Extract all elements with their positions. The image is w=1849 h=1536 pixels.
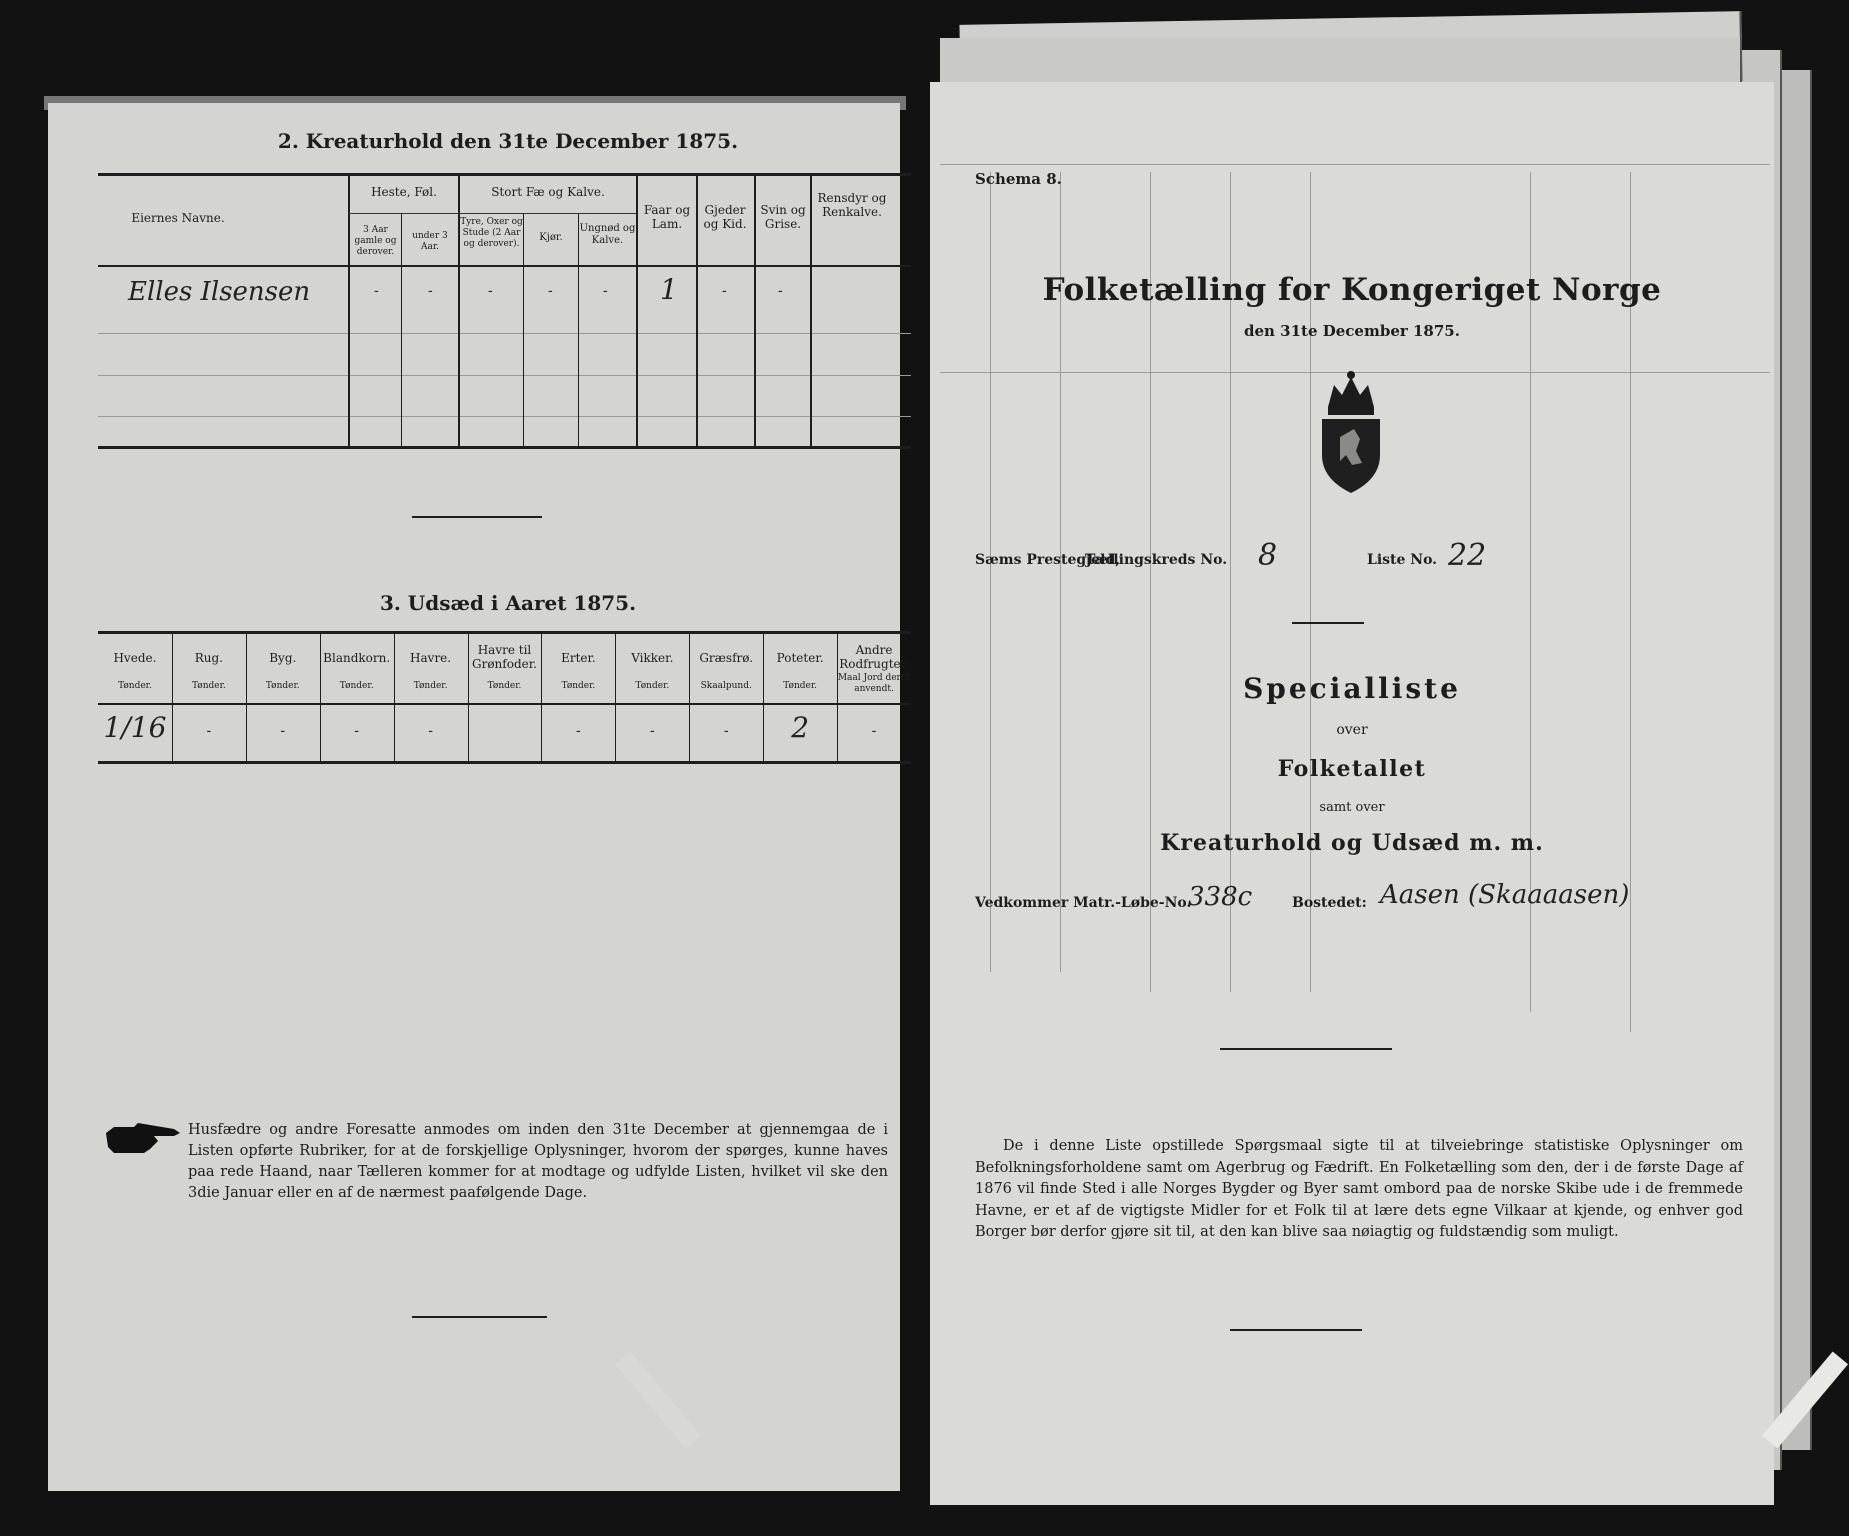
table2-col-line <box>458 173 460 448</box>
district-number: 8 <box>1258 538 1278 573</box>
crop-unit: Skaalpund. <box>700 681 752 691</box>
crop-value: 1/16 <box>103 711 167 744</box>
crop-unit: Tønder. <box>191 681 226 691</box>
samt-over-text: samt over <box>1319 800 1385 815</box>
table2-subheader-line <box>348 213 636 214</box>
table2-row-line <box>98 333 911 334</box>
divider <box>1230 1329 1362 1331</box>
value-horses-old: - <box>374 283 379 299</box>
crop-unit: Tønder. <box>635 681 670 691</box>
crop-name: Erter. <box>561 651 596 665</box>
table2-header-rule <box>98 265 911 267</box>
list-label: Liste No. <box>1367 552 1438 568</box>
right-page <box>930 82 1774 1505</box>
value-goats: - <box>722 283 727 299</box>
header-pigs: Svin og Grise. <box>760 203 806 231</box>
crop-value: - <box>649 723 655 739</box>
crop-unit: Tønder. <box>561 681 596 691</box>
crop-value: - <box>206 723 212 739</box>
schema-label: Schema 8. <box>975 170 1062 188</box>
crop-unit: Tønder. <box>265 681 300 691</box>
over-text: over <box>1336 722 1368 738</box>
header-horses-old: 3 Aar gamle og derover. <box>354 225 397 257</box>
crop-unit: Tønder. <box>118 681 152 691</box>
table2-row-line <box>98 416 911 417</box>
table2-bottom-rule <box>98 446 911 449</box>
parish-label: Sæms Prestegjeld, <box>975 552 1121 568</box>
crop-unit: Maal Jord dertil anvendt. <box>837 673 911 694</box>
crop-value: - <box>871 723 877 739</box>
divider <box>412 516 542 518</box>
crop-unit: Tønder. <box>339 681 374 691</box>
bleed-through-line <box>990 172 991 972</box>
section3-title: 3. Udsæd i Aaret 1875. <box>379 591 637 615</box>
table2-col-line <box>636 173 638 448</box>
crop-name: Poteter. <box>776 651 824 665</box>
table2-col-line <box>348 173 350 448</box>
crop-name: Havre. <box>410 651 452 665</box>
header-goats: Gjeder og Kid. <box>703 203 747 231</box>
crop-unit: Tønder. <box>487 681 522 691</box>
value-cattle-cows: - <box>548 283 553 299</box>
divider <box>412 1316 547 1318</box>
crop-value: - <box>280 723 286 739</box>
bosted-value: Aasen (Skaaaasen) <box>1380 880 1630 910</box>
section2-title: 2. Kreaturhold den 31te December 1875. <box>277 129 739 153</box>
crop-unit: Tønder. <box>413 681 448 691</box>
header-horses-young: under 3 Aar. <box>412 231 448 252</box>
district-label: Tællingskreds No. <box>1085 552 1228 568</box>
value-pigs: - <box>778 283 783 299</box>
folketallet-heading: Folketallet <box>1277 756 1427 782</box>
header-sheep: Faar og Lam. <box>643 203 691 231</box>
table3-header-rule <box>98 703 911 705</box>
matr-label: Vedkommer Matr.-Løbe-No. <box>975 895 1192 911</box>
kreaturhold-heading: Kreaturhold og Udsæd m. m. <box>1160 830 1544 856</box>
header-cattle-group: Stort Fæ og Kalve. <box>491 185 605 199</box>
table2-top-rule <box>98 173 911 176</box>
crop-value: - <box>576 723 581 739</box>
crop-name: Byg. <box>269 651 297 665</box>
table3-top-rule <box>98 631 911 634</box>
header-reindeer: Rensdyr og Renkalve. <box>817 191 887 219</box>
crop-unit: Tønder. <box>783 681 818 691</box>
census-title: Folketælling for Kongeriget Norge <box>1042 272 1662 308</box>
crop-name: Hvede. <box>113 651 157 665</box>
table2-col-line <box>578 213 579 448</box>
pointing-hand-icon <box>104 1121 184 1157</box>
crop-name: Græsfrø. <box>699 651 754 665</box>
divider <box>1220 1048 1392 1050</box>
table2-col-line <box>523 213 524 448</box>
crop-name: Rug. <box>194 651 223 665</box>
matr-number: 338c <box>1188 882 1253 912</box>
bleed-through-line <box>940 164 1770 165</box>
crop-value: - <box>723 723 729 739</box>
divider <box>1292 622 1364 624</box>
header-cattle-bulls: Tyre, Oxer og Stude (2 Aar og derover). <box>460 217 523 249</box>
table2-row-line <box>98 375 911 376</box>
bosted-label: Bostedet: <box>1292 895 1367 911</box>
header-cattle-young: Ungnød og Kalve. <box>579 223 636 246</box>
notice-text: Husfædre og andre Foresatte anmodes om inden den 31te December at gjennemgaa de i Listen opførte Rubriker, for at de forskjellige Oplysninger, hvorom der spørges, kunne haves paa rede Haand, naar Tælleren kommer for at modtage og udfylde Listen, hvilket vil ske den 3die Januar eller en af de nærmest paafølgende Dage. <box>188 1122 888 1201</box>
coat-of-arms-icon <box>1316 367 1386 497</box>
crop-name: Blandkorn. <box>323 651 391 665</box>
census-date: den 31te December 1875. <box>1244 322 1460 340</box>
list-number: 22 <box>1448 538 1487 573</box>
header-owner: Eiernes Navne. <box>131 211 225 225</box>
owner-name: Elles Ilsensen <box>128 277 311 307</box>
crop-value: 2 <box>791 711 810 744</box>
table3-bottom-rule <box>98 761 911 764</box>
value-cattle-young: - <box>603 283 608 299</box>
crop-name: Havre til Grønfoder. <box>472 643 537 671</box>
header-horses-group: Heste, Føl. <box>371 185 437 199</box>
specialliste-heading: Specialliste <box>1243 672 1461 705</box>
value-sheep: 1 <box>660 273 678 306</box>
crop-value: - <box>428 723 433 739</box>
crop-name: Vikker. <box>631 651 674 665</box>
crop-value: - <box>354 723 360 739</box>
value-horses-young: - <box>428 283 433 299</box>
value-cattle-bulls: - <box>488 283 493 299</box>
header-cattle-cows: Kjør. <box>539 232 563 243</box>
intro-paragraph: De i denne Liste opstillede Spørgsmaal sigte til at tilveiebringe statistiske Oplysninger om Befolkningsforholdene samt om Agerbrug og Fædrift. En Folketælling som den, der i de første Dage af 1876 vil finde Sted i alle Norges Bygder og Byer samt ombord paa de norske Skibe ude i de fremmede Havne, er et af de vigtigste Midler for et Folk til at lære dets egne Vilkaar at kjende, og enhver god Borger bør derfor gjøre sit til, at den kan blive saa nøiagtig og fuldstændig som muligt. <box>975 1138 1743 1240</box>
crop-name: Andre Rodfrugter. <box>839 643 909 671</box>
left-page <box>48 103 911 1491</box>
